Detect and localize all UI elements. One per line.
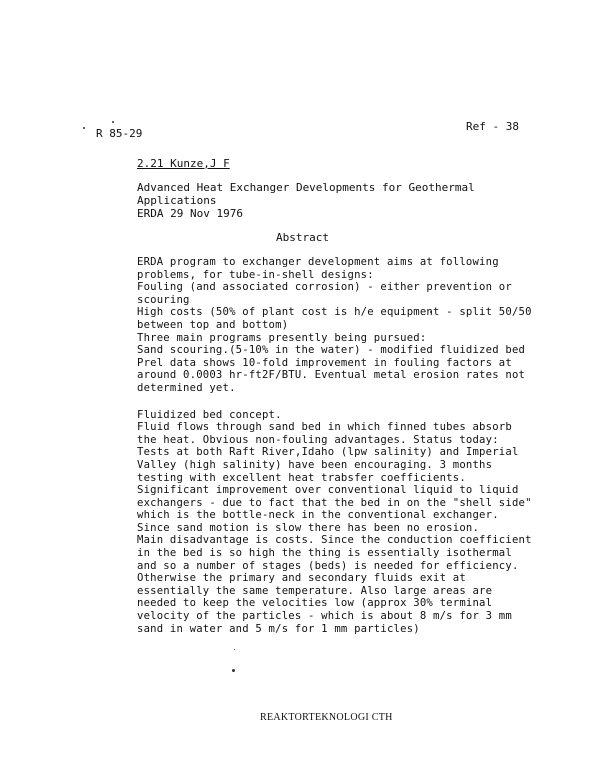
text-line: testing with excellent heat trabsfer coefficients. <box>137 471 466 484</box>
speck-mark <box>112 121 114 123</box>
text-line: Since sand motion is slow there has been no erosion. <box>137 521 480 534</box>
abstract-body <box>137 256 532 635</box>
text-line: Three main programs presently being pursued: <box>137 331 427 344</box>
text-line: Otherwise the primary and secondary fluids exit at <box>137 572 466 585</box>
reference-number: Ref - 38 <box>466 120 519 133</box>
paragraph-1 <box>137 256 532 395</box>
text-line: sand in water and 5 m/s for 1 mm particles) <box>137 622 420 635</box>
report-number: R 85-29 <box>96 127 143 140</box>
paragraph-2 <box>137 408 532 636</box>
text-line: determined yet. <box>137 381 236 394</box>
footer-stamp: REAKTORTEKNOLOGI CTH <box>260 712 393 723</box>
text-line: essentially the same temperature. Also large areas are <box>137 584 493 597</box>
text-line: Prel data shows 10-fold improvement in fouling factors at <box>137 356 512 369</box>
text-line: around 0.0003 hr-ft2F/BTU. Eventual metal erosion rates not <box>137 369 526 382</box>
text-line: the heat. Obvious non-fouling advantages. Status today: <box>137 433 499 446</box>
abstract-heading: Abstract <box>276 231 329 244</box>
text-line: Tests at both Raft River,Idaho (lpw salinity) and Imperial <box>137 446 519 459</box>
text-line: Valley (high salinity) have been encouraging. 3 months <box>137 458 493 471</box>
author-heading: 2.21 Kunze,J F <box>137 157 230 170</box>
text-line: Fluid flows through sand bed in which finned tubes absorb <box>137 421 512 434</box>
document-title-line-2: Applications <box>137 194 217 207</box>
text-line: needed to keep the velocities low (approx 30% terminal <box>137 597 493 610</box>
speck-mark <box>83 127 85 129</box>
text-line: Main disadvantage is costs. Since the conduction coefficient <box>137 534 532 547</box>
document-title-line-1: Advanced Heat Exchanger Developments for Geothermal <box>137 181 475 194</box>
speck-mark <box>232 669 235 672</box>
text-line: Fluidized bed concept. <box>137 408 282 421</box>
text-line: which is the bottle-neck in the conventional exchanger. <box>137 509 499 522</box>
text-line: Significant improvement over conventional liquid to liquid <box>137 484 519 497</box>
text-line: Sand scouring.(5-10% in the water) - modified fluidized bed <box>137 344 526 357</box>
speck-mark <box>234 649 235 650</box>
text-line: problems, for tube-in-shell designs: <box>137 268 374 281</box>
text-line: between top and bottom) <box>137 318 289 331</box>
text-line: High costs (50% of plant cost is h/e equipment - split 50/50 <box>137 306 532 319</box>
publication-date: ERDA 29 Nov 1976 <box>137 207 243 220</box>
text-line: and so a number of stages (beds) is needed for efficiency. <box>137 559 519 572</box>
text-line: ERDA program to exchanger development aims at following <box>137 256 499 268</box>
text-line: Fouling (and associated corrosion) - either prevention or <box>137 281 512 294</box>
text-line: exchangers - due to fact that the bed in on the "shell side" <box>137 496 532 509</box>
text-line: velocity of the particles - which is about 8 m/s for 3 mm <box>137 610 512 623</box>
text-line: scouring <box>137 293 190 306</box>
text-line: in the bed is so high the thing is essentially isothermal <box>137 547 512 560</box>
